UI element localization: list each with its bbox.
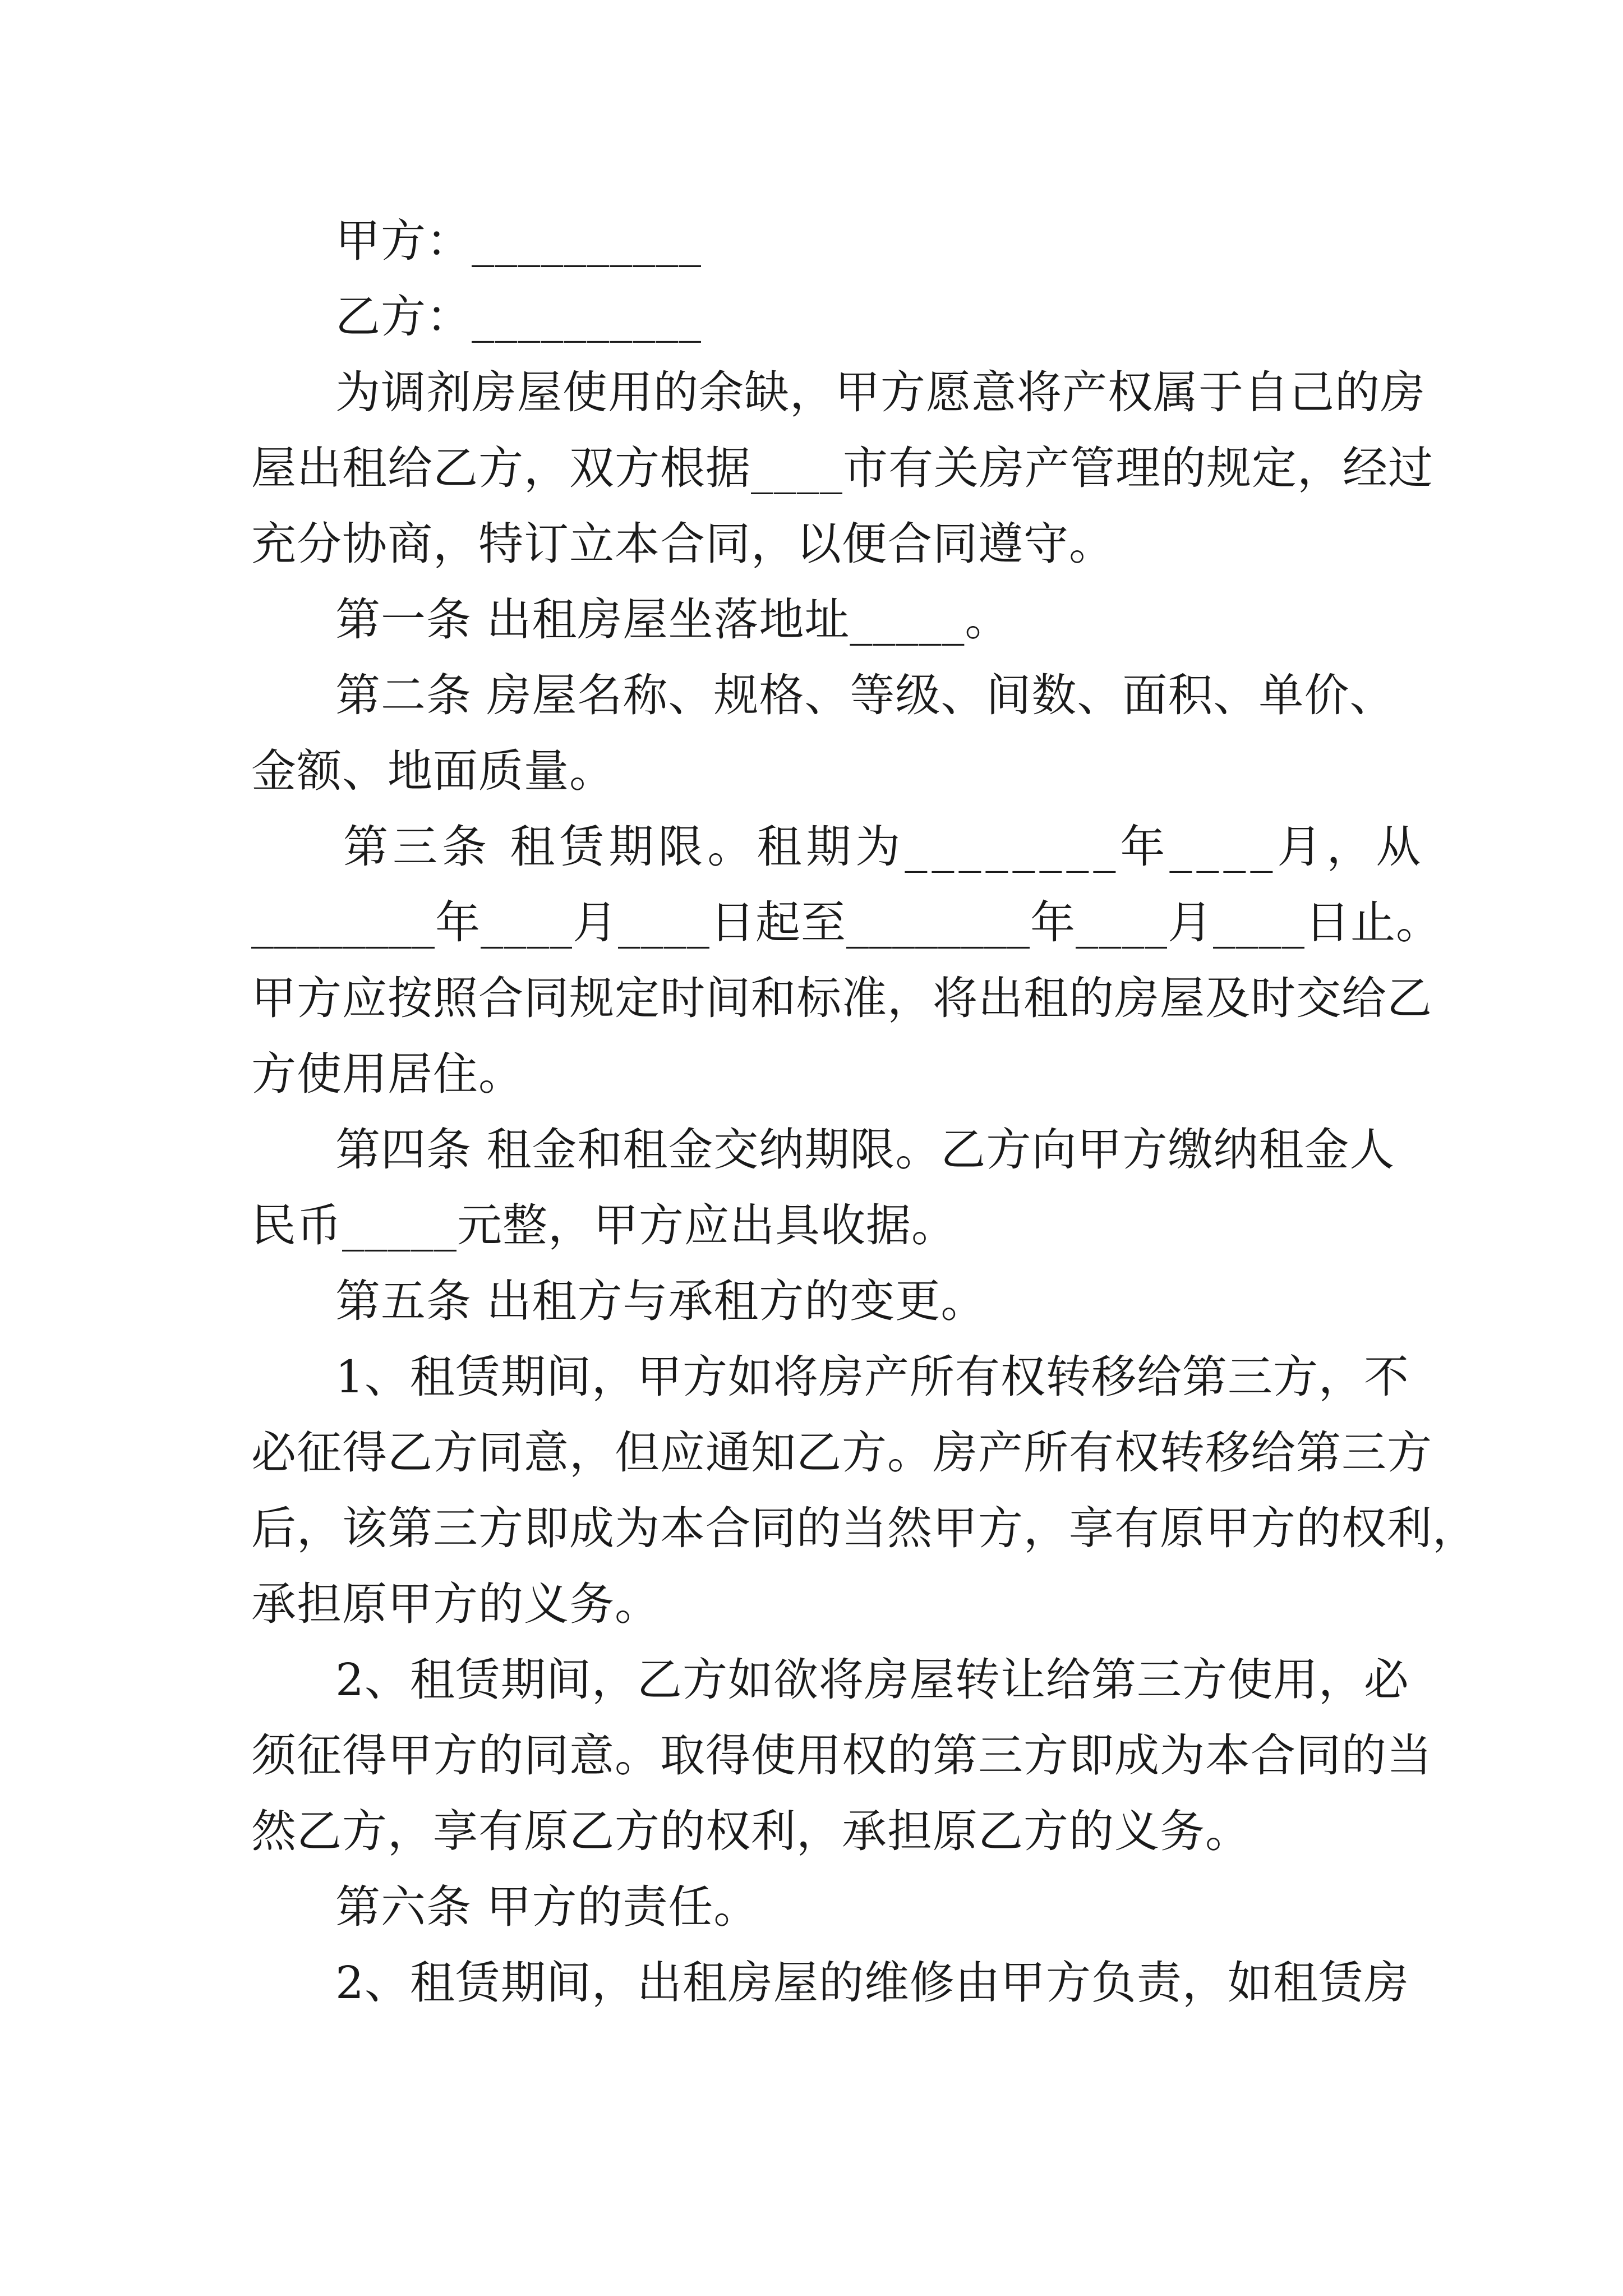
article-5-item-2-line-2: 须征得甲方的同意。取得使用权的第三方即成为本合同的当 [251,1729,1432,1782]
article-5-line: 第五条 出租方与承租方的变更。 [335,1275,986,1327]
article-5-item-1-line-2: 必征得乙方同意，但应通知乙方。房产所有权转移给第三方 [251,1427,1432,1479]
article-3-line-2: ________年____月____日起至________年____月____日止。 [251,896,1441,949]
article-6-line: 第六条 甲方的责任。 [335,1881,759,1933]
preamble-line-2: 屋出租给乙方，双方根据____市有关房产管理的规定，经过 [251,442,1433,494]
article-4-line-2: 民币_____元整，甲方应出具收据。 [251,1199,957,1251]
party-b-line: 乙方：__________ [335,291,702,343]
article-2-line-2: 金额、地面质量。 [251,745,615,797]
article-5-item-1-line-3: 后，该第三方即成为本合同的当然甲方，享有原甲方的权利， [251,1502,1478,1554]
article-5-item-1-line-4: 承担原甲方的义务。 [251,1578,660,1630]
article-4-line-1: 第四条 租金和租金交纳期限。乙方向甲方缴纳租金人 [335,1124,1395,1176]
preamble-line-1: 为调剂房屋使用的余缺，甲方愿意将产权属于自己的房 [335,366,1426,418]
article-6-item-2-line-1: 2、租赁期间，出租房屋的维修由甲方负责，如租赁房 [335,1957,1409,2009]
article-3-line-3: 甲方应按照合同规定时间和标准，将出租的房屋及时交给乙 [251,972,1432,1024]
article-3-line-4: 方使用居住。 [251,1048,524,1100]
article-5-item-2-line-1: 2、租赁期间，乙方如欲将房屋转让给第三方使用，必 [335,1654,1409,1706]
article-5-item-2-line-3: 然乙方，享有原乙方的权利，承担原乙方的义务。 [251,1805,1251,1857]
preamble-line-3: 充分协商，特订立本合同，以便合同遵守。 [251,518,1114,570]
article-3-line-1: 第三条 租赁期限。租期为________年____月，从 [343,821,1426,873]
article-2-line-1: 第二条 房屋名称、规格、等级、间数、面积、单价、 [335,669,1395,721]
party-a-line: 甲方：__________ [335,215,702,267]
article-5-item-1-line-1: 1、租赁期间，甲方如将房产所有权转移给第三方，不 [335,1351,1409,1403]
article-1-line: 第一条 出租房屋坐落地址_____。 [335,593,1011,646]
